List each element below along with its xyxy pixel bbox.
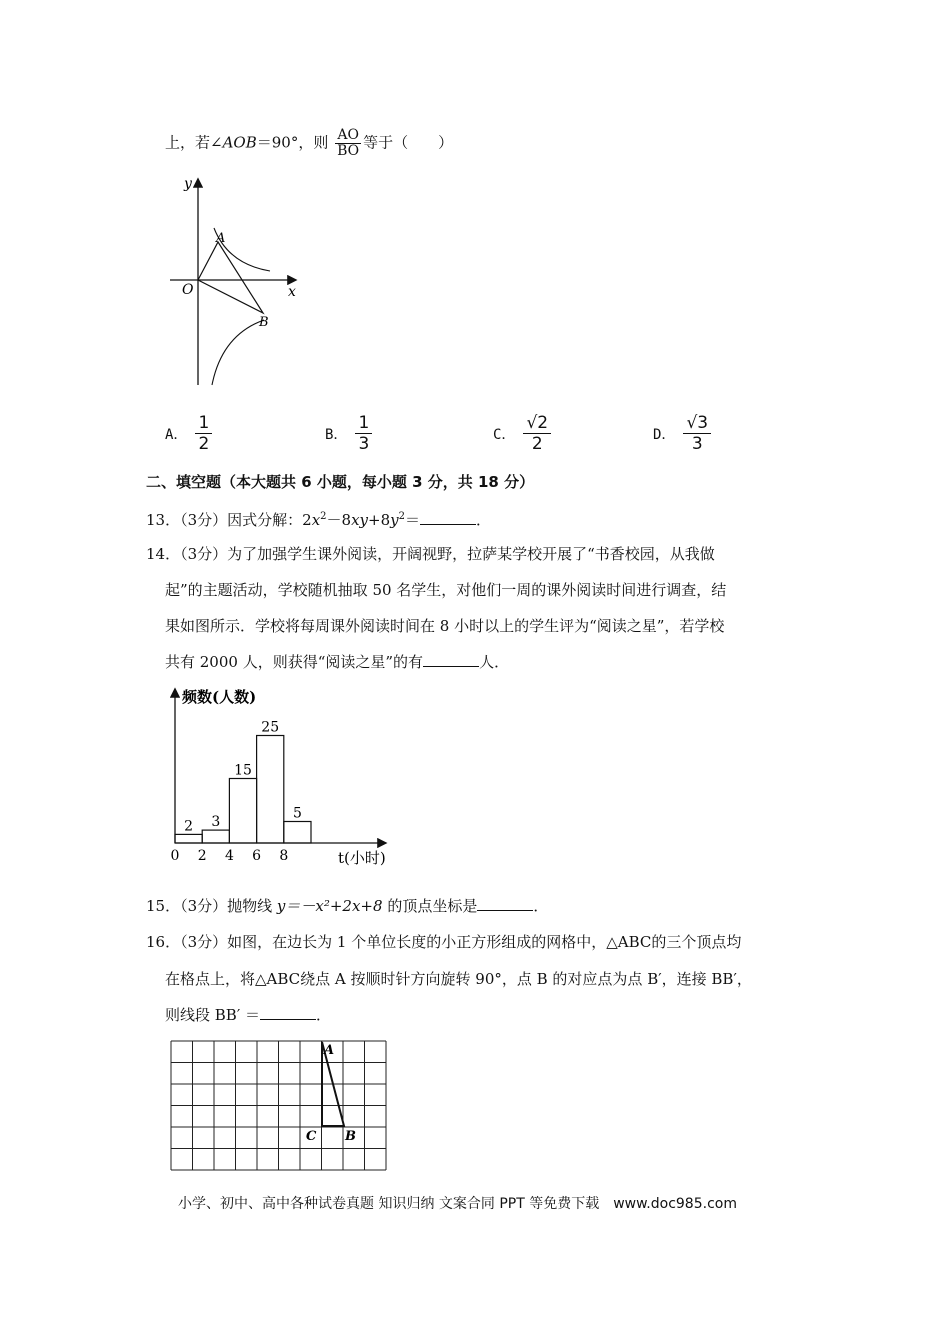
option-d[interactable]: D． $\frac{√3}{3}$ [653, 413, 711, 454]
histogram-bar-4-6 [229, 779, 256, 844]
histogram-y-label: 频数(人数) [182, 688, 257, 706]
option-b[interactable]: B． $\frac{1}{3}$ [325, 413, 372, 454]
histogram-bar-6-8 [257, 736, 284, 844]
answer-blank-13[interactable] [420, 510, 476, 525]
point-a-label: A [216, 231, 226, 246]
histogram-bar-8-10 [284, 822, 311, 844]
histogram-x-tick: 2 [197, 848, 207, 864]
page-footer: 小学、初中、高中各种试卷真题 知识归纳 文案合同 PPT 等免费下载 www.doc985.com [178, 1196, 737, 1212]
q12-hyperbola-graph [160, 170, 310, 390]
histogram-bar-label: 15 [234, 762, 252, 779]
question-16-line1: 16．（3分）如图，在边长为 1 个单位长度的小正方形组成的网格中，△ABC的三个顶点均 [146, 933, 742, 951]
grid-point-b: B [345, 1129, 356, 1144]
question-16-line3: 则线段 BB′ ＝ ． [165, 1006, 332, 1024]
histogram-bar-0-2 [175, 834, 202, 843]
question-15: 15．（3分）抛物线 y＝－x²+2x+8 的顶点坐标是 ． [146, 897, 549, 915]
section-2-heading: 二、填空题（本大题共 6 小题，每小题 3 分，共 18 分） [146, 473, 535, 491]
question-13: 13．（3分）因式分解：$2x^2-8xy+8y^2=$ ． [146, 511, 492, 529]
histogram-bar-label: 25 [261, 719, 280, 736]
q12-stem-tail: 上，若∠AOB＝90°，则 $\frac{AO}{BO}$ 等于（ ） [165, 127, 454, 159]
reading-time-histogram [160, 680, 400, 870]
answer-blank-16[interactable] [260, 1005, 316, 1020]
question-16-line2: 在格点上，将△ABC绕点 A 按顺时针方向旋转 90°，点 B 的对应点为点 B′，连接 BB′， [165, 970, 752, 988]
y-axis-label: y [184, 176, 192, 192]
grid-point-a: A [324, 1043, 335, 1058]
histogram-bar-label: 3 [211, 814, 221, 831]
answer-blank-14[interactable] [423, 652, 479, 667]
point-b-label: B [259, 315, 269, 330]
option-c[interactable]: C． $\frac{√2}{2}$ [493, 413, 551, 454]
histogram-x-label: t(小时) [338, 849, 386, 867]
histogram-x-tick: 0 [170, 848, 180, 864]
ao-over-bo-fraction: $\frac{AO}{BO}$ [337, 127, 360, 159]
hyperbola-lower-branch [212, 320, 264, 385]
x-axis-label: x [288, 284, 296, 300]
answer-blank-15[interactable] [477, 896, 533, 911]
histogram-bar-label: 2 [184, 818, 194, 835]
question-14-line3: 果如图所示．学校将每周课外阅读时间在 8 小时以上的学生评为“阅读之星”，若学校 [165, 617, 725, 635]
origin-label: O [182, 282, 194, 298]
histogram-bar-2-4 [202, 830, 229, 843]
unit-square-grid [170, 1040, 392, 1172]
question-14-line1: 14．（3分）为了加强学生课外阅读，开阔视野，拉萨某学校开展了“书香校园，从我做 [146, 545, 715, 563]
histogram-x-tick: 6 [252, 848, 262, 864]
histogram-bar-label: 5 [292, 805, 302, 822]
histogram-x-tick: 4 [224, 848, 234, 864]
question-14-line4: 共有 2000 人，则获得“阅读之星”的有 人． [165, 653, 510, 671]
option-a[interactable]: A． $\frac{1}{2}$ [165, 413, 212, 454]
question-14-line2: 起”的主题活动，学校随机抽取 50 名学生，对他们一周的课外阅读时间进行调查，结 [165, 581, 727, 599]
histogram-x-tick: 8 [279, 848, 289, 864]
grid-point-c: C [306, 1129, 317, 1144]
